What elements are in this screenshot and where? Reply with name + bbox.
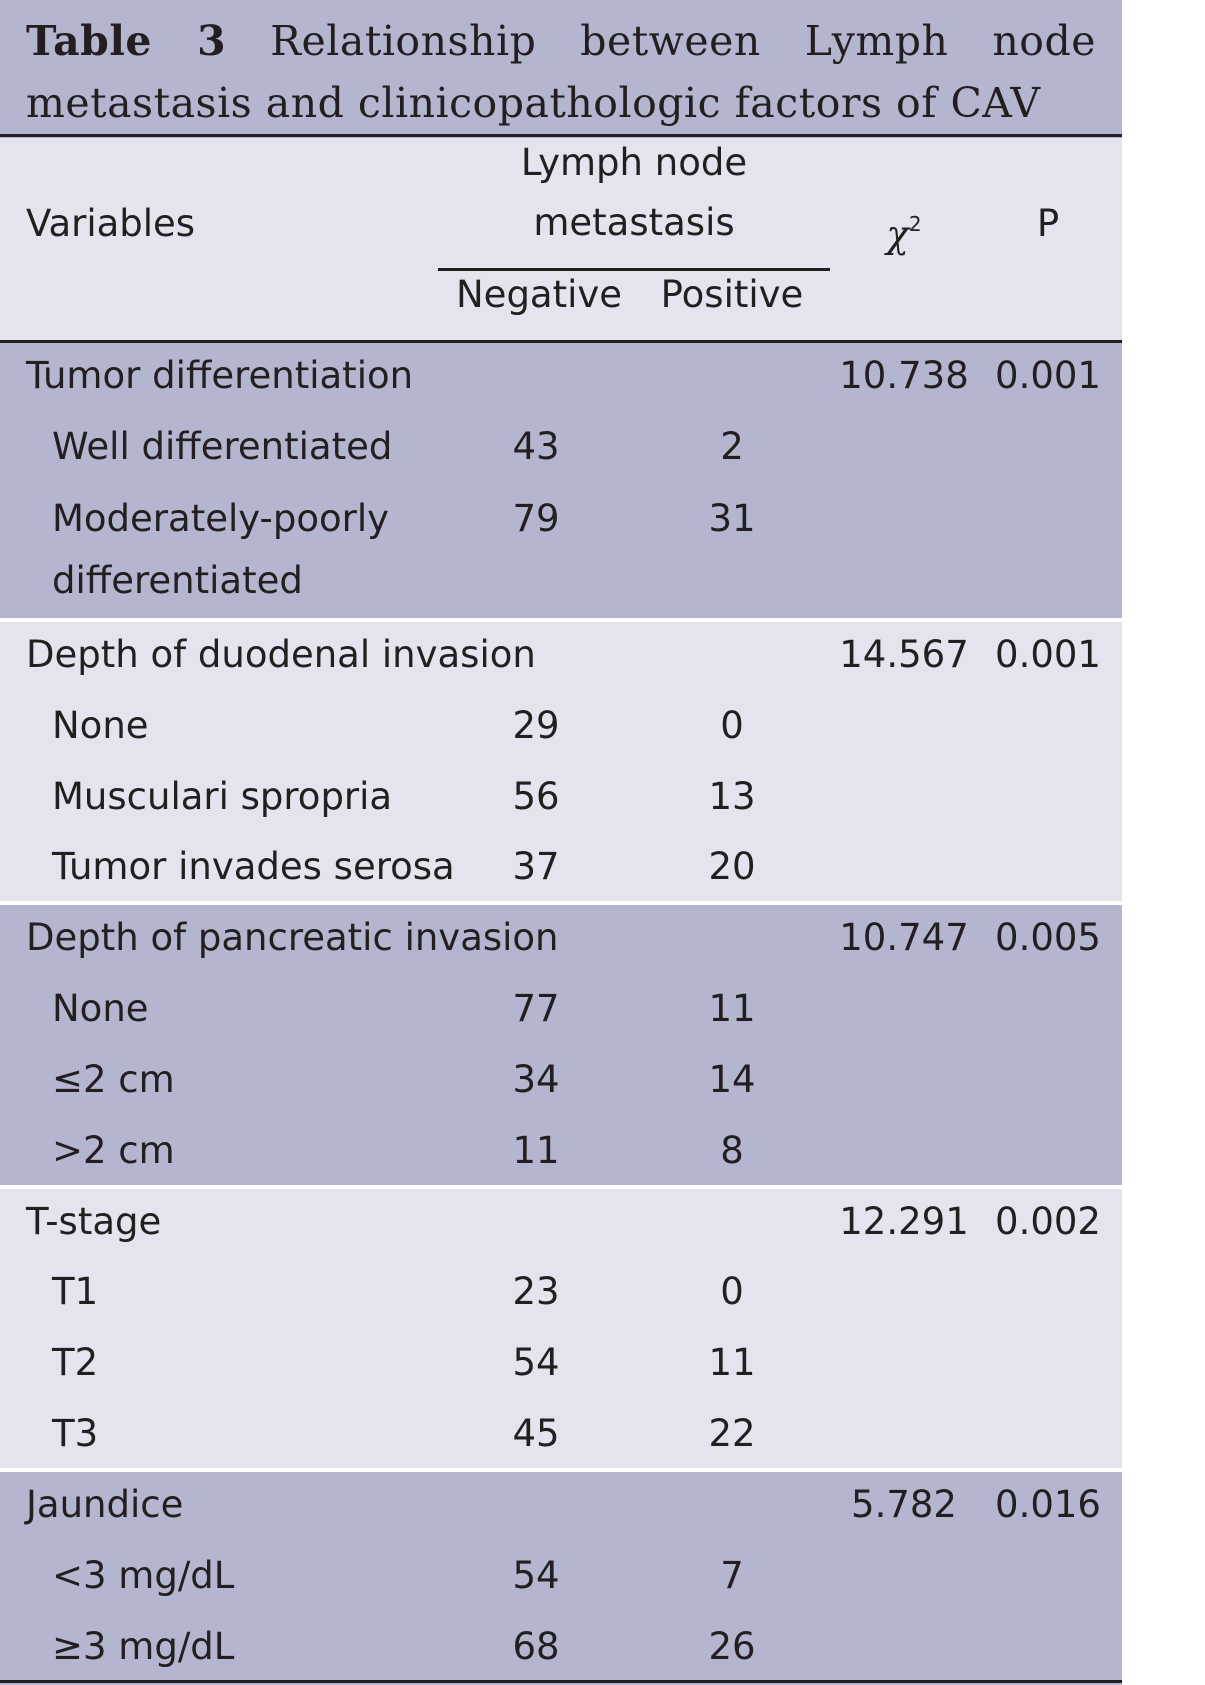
chi2-value: 10.747 xyxy=(839,916,969,959)
header-variables: Variables xyxy=(26,202,196,245)
header-lymph-line1: Lymph node xyxy=(520,141,748,184)
header-chi-square xyxy=(824,199,984,260)
p-value: 0.005 xyxy=(995,916,1101,959)
positive-count: 7 xyxy=(720,1554,744,1597)
positive-count: 8 xyxy=(720,1129,744,1172)
negative-count: 77 xyxy=(512,987,560,1030)
table-row xyxy=(0,1259,1122,1325)
row-label: Tumor invades serosa xyxy=(52,845,455,888)
chi-symbol: χ xyxy=(886,213,909,256)
row-label: ≥3 mg/dL xyxy=(52,1625,235,1668)
table-caption xyxy=(0,0,1122,134)
row-label: <3 mg/dL xyxy=(52,1554,235,1597)
group-name: Depth of pancreatic invasion xyxy=(26,916,559,959)
group-header-row xyxy=(0,905,1122,971)
table-row xyxy=(0,764,1122,830)
negative-count: 54 xyxy=(512,1554,560,1597)
row-label-line2: differentiated xyxy=(52,559,303,602)
group-name: T-stage xyxy=(26,1200,162,1243)
row-label: T2 xyxy=(52,1341,99,1384)
chi2-value: 12.291 xyxy=(839,1200,969,1243)
negative-count: 34 xyxy=(512,1058,560,1101)
positive-count: 26 xyxy=(708,1625,756,1668)
row-label: >2 cm xyxy=(52,1129,175,1172)
group-duodenal-invasion xyxy=(0,622,1122,901)
negative-count: 37 xyxy=(512,845,560,888)
negative-count: 45 xyxy=(512,1412,560,1455)
table-row xyxy=(0,693,1122,759)
group-header-row xyxy=(0,622,1122,688)
negative-count: 23 xyxy=(512,1270,560,1313)
group-header-row xyxy=(0,1472,1122,1538)
row-label: ≤2 cm xyxy=(52,1058,175,1101)
row-label: Musculari spropria xyxy=(52,775,393,818)
negative-count: 54 xyxy=(512,1341,560,1384)
negative-count: 79 xyxy=(512,497,560,540)
top-rule xyxy=(0,134,1122,137)
table-row xyxy=(0,414,1122,480)
row-label: T1 xyxy=(52,1270,99,1313)
header-lymph-line2: metastasis xyxy=(533,201,735,244)
row-label: T3 xyxy=(52,1412,99,1455)
positive-count: 11 xyxy=(708,1341,756,1384)
negative-count: 43 xyxy=(512,425,560,468)
group-header-row xyxy=(0,1189,1122,1255)
positive-count: 11 xyxy=(708,987,756,1030)
header-negative: Negative xyxy=(456,273,623,316)
negative-count: 68 xyxy=(512,1625,560,1668)
table-row xyxy=(0,1047,1122,1113)
group-tumor-differentiation xyxy=(0,343,1122,618)
table-row xyxy=(0,976,1122,1042)
group-name: Jaundice xyxy=(26,1483,184,1526)
group-t-stage xyxy=(0,1189,1122,1468)
table-header xyxy=(0,138,1122,343)
positive-count: 2 xyxy=(720,425,744,468)
chi2-value: 5.782 xyxy=(851,1483,957,1526)
table-row xyxy=(0,486,1122,618)
table-row xyxy=(0,1614,1122,1680)
table-row xyxy=(0,1330,1122,1396)
group-name: Depth of duodenal invasion xyxy=(26,633,536,676)
chi-exponent: 2 xyxy=(908,212,922,236)
positive-count: 31 xyxy=(708,497,756,540)
positive-count: 13 xyxy=(708,775,756,818)
p-value: 0.001 xyxy=(995,354,1101,397)
row-label: None xyxy=(52,704,149,747)
negative-count: 29 xyxy=(512,704,560,747)
group-name: Tumor differentiation xyxy=(26,354,414,397)
table-row xyxy=(0,1401,1122,1467)
group-jaundice xyxy=(0,1472,1122,1680)
row-label: Well differentiated xyxy=(52,425,393,468)
p-value: 0.016 xyxy=(995,1483,1101,1526)
bottom-rule xyxy=(0,1680,1122,1683)
caption-text: Relationship between Lymph node metastasis and clinicopathologic factors of CAV xyxy=(26,17,1096,127)
header-positive: Positive xyxy=(660,273,804,316)
group-pancreatic-invasion xyxy=(0,905,1122,1185)
positive-count: 0 xyxy=(720,704,744,747)
p-value: 0.002 xyxy=(995,1200,1101,1243)
group-header-row xyxy=(0,343,1122,409)
chi2-value: 10.738 xyxy=(839,354,969,397)
negative-count: 56 xyxy=(512,775,560,818)
table-row xyxy=(0,834,1122,900)
positive-count: 0 xyxy=(720,1270,744,1313)
row-label: None xyxy=(52,987,149,1030)
chi2-value: 14.567 xyxy=(839,633,969,676)
p-value: 0.001 xyxy=(995,633,1101,676)
negative-count: 11 xyxy=(512,1129,560,1172)
row-label xyxy=(52,488,389,612)
row-label-line1: Moderately-poorly xyxy=(52,497,389,540)
header-p: P xyxy=(1036,202,1060,245)
caption-label: Table 3 xyxy=(26,17,227,65)
positive-count: 20 xyxy=(708,845,756,888)
positive-count: 22 xyxy=(708,1412,756,1455)
table-row xyxy=(0,1543,1122,1609)
positive-count: 14 xyxy=(708,1058,756,1101)
table-row xyxy=(0,1118,1122,1184)
